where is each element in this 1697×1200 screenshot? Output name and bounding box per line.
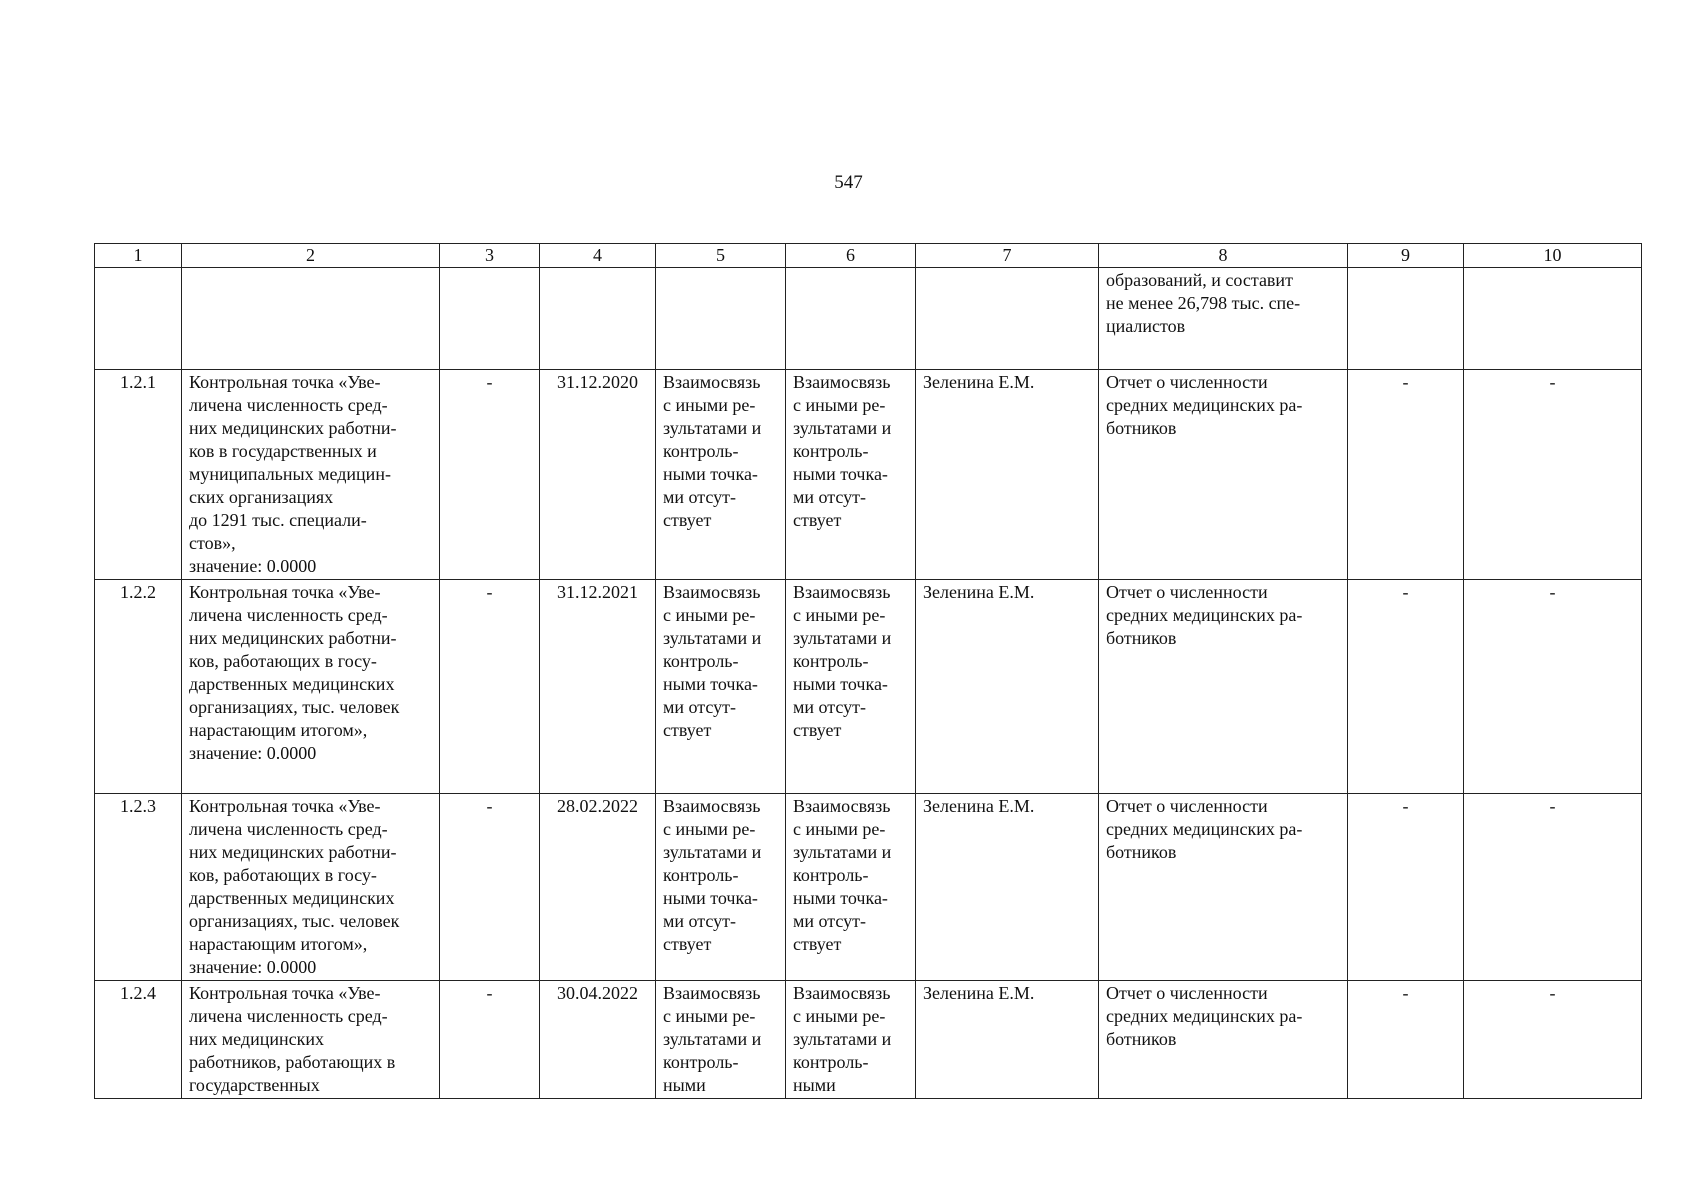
row-responsible: Зеленина Е.М.: [916, 370, 1099, 580]
row-col3: -: [440, 580, 540, 794]
table-row: [95, 794, 1642, 981]
row-date: 28.02.2022: [540, 794, 656, 981]
row-document: Отчет о численности средних медицинских ра- ботников: [1099, 794, 1348, 981]
row-col10: -: [1464, 370, 1642, 580]
column-header-2: 2: [182, 244, 440, 268]
table-cell: [656, 268, 786, 370]
row-col3: -: [440, 981, 540, 1099]
row-document: Отчет о численности средних медицинских ра- ботников: [1099, 580, 1348, 794]
row-col3: -: [440, 794, 540, 981]
column-header-3: 3: [440, 244, 540, 268]
row-col10: -: [1464, 580, 1642, 794]
row-col9: -: [1348, 370, 1464, 580]
row-date: 31.12.2020: [540, 370, 656, 580]
continuation-text: образований, и составит не менее 26,798 тыс. спе- циалистов: [1099, 268, 1348, 370]
column-header-1: 1: [95, 244, 182, 268]
table-cell: [1348, 268, 1464, 370]
table-cell: [95, 268, 182, 370]
control-points-table: [94, 243, 1642, 1099]
row-col5: Взаимосвязь с иными ре- зультатами и контроль- ными точка- ми отсут- ствует: [656, 794, 786, 981]
row-col10: -: [1464, 981, 1642, 1099]
column-header-5: 5: [656, 244, 786, 268]
row-col6: Взаимосвязь с иными ре- зультатами и контроль- ными точка- ми отсут- ствует: [786, 580, 916, 794]
row-col9: -: [1348, 794, 1464, 981]
column-header-6: 6: [786, 244, 916, 268]
table-row: [95, 370, 1642, 580]
row-description: Контрольная точка «Уве- личена численность сред- них медицинских работни- ков, работающих в госу- дарственных медицинских организациях, тыс. человек нарастающим итогом», значение: 0.0000: [182, 794, 440, 981]
column-header-8: 8: [1099, 244, 1348, 268]
column-header-4: 4: [540, 244, 656, 268]
row-document: Отчет о численности средних медицинских ра- ботников: [1099, 370, 1348, 580]
row-col5: Взаимосвязь с иными ре- зультатами и контроль- ными точка- ми отсут- ствует: [656, 580, 786, 794]
row-responsible: Зеленина Е.М.: [916, 794, 1099, 981]
table-row: [95, 580, 1642, 794]
row-col5: Взаимосвязь с иными ре- зультатами и контроль- ными точка- ми отсут- ствует: [656, 370, 786, 580]
row-number: 1.2.1: [95, 370, 182, 580]
table-cell: [182, 268, 440, 370]
row-responsible: Зеленина Е.М.: [916, 981, 1099, 1099]
table-row: [95, 981, 1642, 1099]
column-number-row: [95, 244, 1642, 268]
row-number: 1.2.4: [95, 981, 182, 1099]
continuation-row: [95, 268, 1642, 370]
row-col9: -: [1348, 580, 1464, 794]
row-col5: Взаимосвязь с иными ре- зультатами и контроль- ными: [656, 981, 786, 1099]
table-cell: [786, 268, 916, 370]
row-description: Контрольная точка «Уве- личена численность сред- них медицинских работников, работающих в государственных: [182, 981, 440, 1099]
column-header-10: 10: [1464, 244, 1642, 268]
column-header-9: 9: [1348, 244, 1464, 268]
row-col6: Взаимосвязь с иными ре- зультатами и контроль- ными: [786, 981, 916, 1099]
row-col3: -: [440, 370, 540, 580]
row-description: Контрольная точка «Уве- личена численность сред- них медицинских работни- ков в государственных и муниципальных медицин- ских организациях до 1291 тыс. специали- стов», значение: 0.0000: [182, 370, 440, 580]
page-number: 547: [834, 172, 863, 193]
row-document: Отчет о численности средних медицинских ра- ботников: [1099, 981, 1348, 1099]
table-cell: [916, 268, 1099, 370]
column-header-7: 7: [916, 244, 1099, 268]
row-col6: Взаимосвязь с иными ре- зультатами и контроль- ными точка- ми отсут- ствует: [786, 794, 916, 981]
table-cell: [1464, 268, 1642, 370]
row-col6: Взаимосвязь с иными ре- зультатами и контроль- ными точка- ми отсут- ствует: [786, 370, 916, 580]
row-number: 1.2.2: [95, 580, 182, 794]
row-responsible: Зеленина Е.М.: [916, 580, 1099, 794]
row-number: 1.2.3: [95, 794, 182, 981]
row-description: Контрольная точка «Уве- личена численность сред- них медицинских работни- ков, работающих в госу- дарственных медицинских организациях, тыс. человек нарастающим итогом», значение: 0.0000: [182, 580, 440, 794]
row-col9: -: [1348, 981, 1464, 1099]
row-date: 31.12.2021: [540, 580, 656, 794]
row-date: 30.04.2022: [540, 981, 656, 1099]
row-col10: -: [1464, 794, 1642, 981]
table-cell: [540, 268, 656, 370]
table-cell: [440, 268, 540, 370]
